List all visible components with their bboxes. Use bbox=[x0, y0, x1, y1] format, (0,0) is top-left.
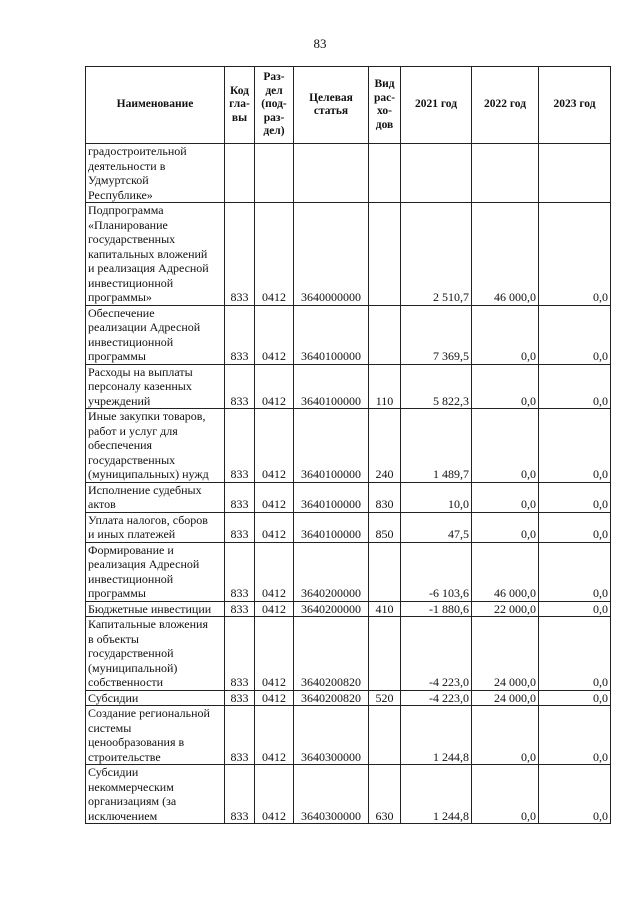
cell-section: 0412 bbox=[255, 364, 294, 409]
cell-year-2021: -4 223,0 bbox=[401, 690, 472, 706]
cell-chapter-code: 833 bbox=[225, 409, 255, 483]
cell-year-2021: 1 244,8 bbox=[401, 765, 472, 824]
cell-year-2022: 0,0 bbox=[472, 706, 539, 765]
cell-expense-type bbox=[369, 203, 401, 306]
cell-expense-type bbox=[369, 144, 401, 203]
cell-year-2023 bbox=[539, 144, 611, 203]
header-name: Наименование bbox=[86, 67, 225, 144]
cell-expense-type: 240 bbox=[369, 409, 401, 483]
table-row bbox=[86, 617, 611, 691]
cell-section: 0412 bbox=[255, 542, 294, 601]
header-year-2023: 2023 год bbox=[539, 67, 611, 144]
cell-year-2022: 22 000,0 bbox=[472, 601, 539, 617]
cell-year-2022 bbox=[472, 144, 539, 203]
cell-name: Субсидии некоммерческим организациям (за исключением bbox=[86, 765, 225, 824]
table-header-row bbox=[86, 67, 611, 144]
cell-name: Уплата налогов, сборов и иных платежей bbox=[86, 512, 225, 542]
table-body bbox=[86, 144, 611, 824]
cell-year-2022: 0,0 bbox=[472, 409, 539, 483]
cell-year-2023: 0,0 bbox=[539, 601, 611, 617]
cell-section: 0412 bbox=[255, 409, 294, 483]
cell-name: Обеспечение реализации Адресной инвестиционной программы bbox=[86, 305, 225, 364]
cell-year-2021: 10,0 bbox=[401, 482, 472, 512]
cell-year-2022: 46 000,0 bbox=[472, 203, 539, 306]
table-row bbox=[86, 409, 611, 483]
cell-name: Исполнение судебных актов bbox=[86, 482, 225, 512]
table-row bbox=[86, 706, 611, 765]
cell-year-2023: 0,0 bbox=[539, 409, 611, 483]
table-row bbox=[86, 305, 611, 364]
cell-expense-type: 110 bbox=[369, 364, 401, 409]
cell-year-2023: 0,0 bbox=[539, 617, 611, 691]
cell-target-article bbox=[294, 144, 369, 203]
cell-year-2022: 0,0 bbox=[472, 482, 539, 512]
table-row bbox=[86, 765, 611, 824]
cell-target-article: 3640200820 bbox=[294, 617, 369, 691]
cell-year-2023: 0,0 bbox=[539, 690, 611, 706]
cell-name: Бюджетные инвестиции bbox=[86, 601, 225, 617]
header-year-2022: 2022 год bbox=[472, 67, 539, 144]
cell-year-2023: 0,0 bbox=[539, 542, 611, 601]
cell-target-article: 3640200000 bbox=[294, 542, 369, 601]
budget-table bbox=[85, 66, 611, 824]
cell-year-2021: 5 822,3 bbox=[401, 364, 472, 409]
cell-year-2023: 0,0 bbox=[539, 364, 611, 409]
cell-expense-type bbox=[369, 617, 401, 691]
cell-name: Формирование и реализация Адресной инвестиционной программы bbox=[86, 542, 225, 601]
cell-name: Иные закупки товаров, работ и услуг для обеспечения государственных (муниципальных) нужд bbox=[86, 409, 225, 483]
cell-year-2023: 0,0 bbox=[539, 305, 611, 364]
cell-year-2021: -4 223,0 bbox=[401, 617, 472, 691]
cell-section: 0412 bbox=[255, 690, 294, 706]
header-expense-type: Вид рас- хо- дов bbox=[369, 67, 401, 144]
cell-name: Подпрограмма «Планирование государственных капитальных вложений и реализация Адресной инвестиционной программы» bbox=[86, 203, 225, 306]
cell-year-2023: 0,0 bbox=[539, 482, 611, 512]
cell-section: 0412 bbox=[255, 601, 294, 617]
cell-section: 0412 bbox=[255, 765, 294, 824]
cell-year-2022: 0,0 bbox=[472, 305, 539, 364]
header-year-2021: 2021 год bbox=[401, 67, 472, 144]
cell-year-2022: 46 000,0 bbox=[472, 542, 539, 601]
cell-year-2021 bbox=[401, 144, 472, 203]
cell-chapter-code: 833 bbox=[225, 482, 255, 512]
cell-year-2021: 2 510,7 bbox=[401, 203, 472, 306]
header-chapter-code: Код гла- вы bbox=[225, 67, 255, 144]
cell-chapter-code bbox=[225, 144, 255, 203]
header-target-article: Целевая статья bbox=[294, 67, 369, 144]
cell-year-2022: 24 000,0 bbox=[472, 617, 539, 691]
cell-target-article: 3640100000 bbox=[294, 364, 369, 409]
cell-year-2021: 1 244,8 bbox=[401, 706, 472, 765]
cell-name: Субсидии bbox=[86, 690, 225, 706]
table-row bbox=[86, 364, 611, 409]
cell-target-article: 3640200000 bbox=[294, 601, 369, 617]
cell-target-article: 3640100000 bbox=[294, 482, 369, 512]
cell-name: градостроительной деятельности в Удмуртской Республике» bbox=[86, 144, 225, 203]
cell-chapter-code: 833 bbox=[225, 617, 255, 691]
cell-chapter-code: 833 bbox=[225, 690, 255, 706]
cell-section: 0412 bbox=[255, 305, 294, 364]
cell-expense-type bbox=[369, 542, 401, 601]
cell-target-article: 3640300000 bbox=[294, 765, 369, 824]
cell-expense-type: 410 bbox=[369, 601, 401, 617]
cell-name: Капитальные вложения в объекты государственной (муниципальной) собственности bbox=[86, 617, 225, 691]
table-row bbox=[86, 482, 611, 512]
cell-year-2022: 0,0 bbox=[472, 512, 539, 542]
cell-expense-type: 520 bbox=[369, 690, 401, 706]
cell-expense-type: 830 bbox=[369, 482, 401, 512]
table-row bbox=[86, 601, 611, 617]
table-row bbox=[86, 144, 611, 203]
cell-section: 0412 bbox=[255, 482, 294, 512]
cell-target-article: 3640100000 bbox=[294, 305, 369, 364]
cell-year-2021: -6 103,6 bbox=[401, 542, 472, 601]
cell-target-article: 3640200820 bbox=[294, 690, 369, 706]
cell-section bbox=[255, 144, 294, 203]
cell-section: 0412 bbox=[255, 617, 294, 691]
cell-chapter-code: 833 bbox=[225, 305, 255, 364]
table-row bbox=[86, 512, 611, 542]
cell-year-2023: 0,0 bbox=[539, 765, 611, 824]
cell-year-2023: 0,0 bbox=[539, 203, 611, 306]
cell-chapter-code: 833 bbox=[225, 601, 255, 617]
cell-year-2023: 0,0 bbox=[539, 706, 611, 765]
table-row bbox=[86, 203, 611, 306]
cell-expense-type: 850 bbox=[369, 512, 401, 542]
cell-year-2021: -1 880,6 bbox=[401, 601, 472, 617]
cell-chapter-code: 833 bbox=[225, 542, 255, 601]
cell-name: Расходы на выплаты персоналу казенных учреждений bbox=[86, 364, 225, 409]
cell-target-article: 3640000000 bbox=[294, 203, 369, 306]
cell-section: 0412 bbox=[255, 512, 294, 542]
cell-chapter-code: 833 bbox=[225, 364, 255, 409]
cell-chapter-code: 833 bbox=[225, 203, 255, 306]
cell-name: Создание региональной системы ценообразования в строительстве bbox=[86, 706, 225, 765]
table-row bbox=[86, 690, 611, 706]
cell-year-2022: 24 000,0 bbox=[472, 690, 539, 706]
cell-target-article: 3640100000 bbox=[294, 409, 369, 483]
cell-year-2022: 0,0 bbox=[472, 765, 539, 824]
cell-year-2021: 1 489,7 bbox=[401, 409, 472, 483]
header-section: Раз- дел (под- раз- дел) bbox=[255, 67, 294, 144]
cell-year-2022: 0,0 bbox=[472, 364, 539, 409]
cell-year-2023: 0,0 bbox=[539, 512, 611, 542]
cell-expense-type bbox=[369, 706, 401, 765]
cell-expense-type bbox=[369, 305, 401, 364]
cell-year-2021: 47,5 bbox=[401, 512, 472, 542]
cell-target-article: 3640100000 bbox=[294, 512, 369, 542]
table-row bbox=[86, 542, 611, 601]
page-number: 83 bbox=[313, 36, 327, 51]
cell-year-2021: 7 369,5 bbox=[401, 305, 472, 364]
cell-target-article: 3640300000 bbox=[294, 706, 369, 765]
cell-section: 0412 bbox=[255, 706, 294, 765]
cell-expense-type: 630 bbox=[369, 765, 401, 824]
cell-chapter-code: 833 bbox=[225, 512, 255, 542]
cell-chapter-code: 833 bbox=[225, 706, 255, 765]
cell-chapter-code: 833 bbox=[225, 765, 255, 824]
cell-section: 0412 bbox=[255, 203, 294, 306]
